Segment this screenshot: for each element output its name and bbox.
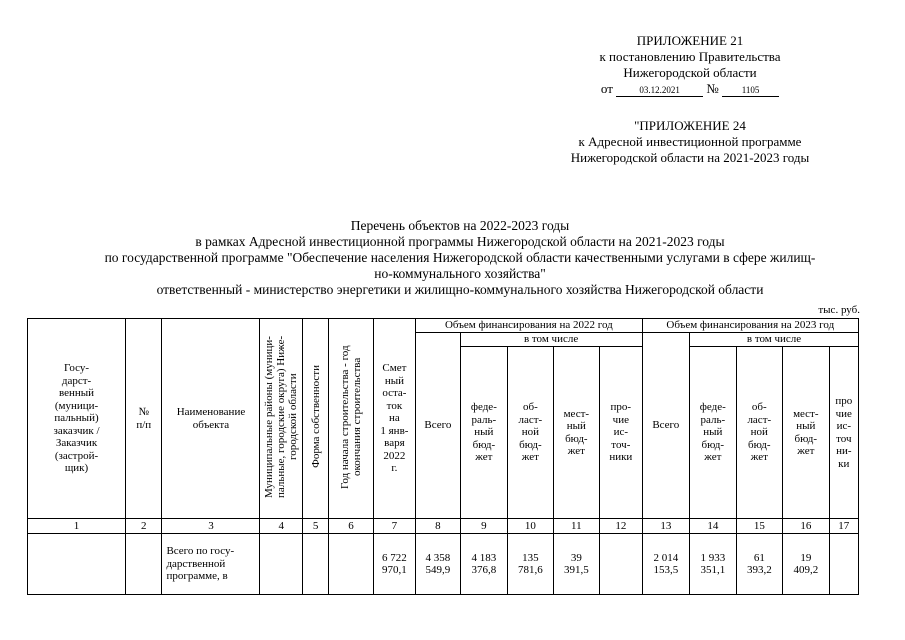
title-line-5: ответственный - министерство энергетики и жилищно-коммунального хозяйства Нижегородской области	[156, 282, 764, 297]
appendix-24-title: "ПРИЛОЖЕНИЕ 24	[634, 118, 746, 133]
col-num: 17	[829, 519, 858, 534]
header-other-2022: про- чие ис- точ- ники	[600, 347, 642, 519]
col-num: 6	[329, 519, 373, 534]
header-financing-2022: Объем финансирования на 2022 год	[416, 319, 642, 333]
cell-other-2023	[829, 534, 858, 595]
col-num: 4	[260, 519, 302, 534]
header-including-2022: в том числе	[460, 333, 642, 347]
units-label: тыс. руб.	[818, 304, 860, 316]
col-num: 16	[783, 519, 830, 534]
header-other-2023: про чие ис- точ ни- ки	[829, 347, 858, 519]
cell-customer	[28, 534, 126, 595]
cell-federal-2023: 1 933 351,1	[690, 534, 737, 595]
document-title	[20, 218, 900, 298]
col-num: 8	[416, 519, 460, 534]
header-federal-2023: феде- раль- ный бюд- жет	[690, 347, 737, 519]
col-num: 13	[642, 519, 690, 534]
col-num: 12	[600, 519, 642, 534]
cell-district	[260, 534, 302, 595]
header-district: Муниципальные районы (муници-пальные, городские округа) Ниже-городской области	[263, 335, 300, 498]
col-num: 14	[690, 519, 737, 534]
appendix-24-line3: Нижегородской области на 2021-2023 годы	[570, 150, 810, 165]
header-estimate: Смет ный оста- ток на 1 янв- варя 2022 г.	[373, 319, 415, 519]
appendix-21-line3: Нижегородской области	[623, 65, 757, 80]
header-ownership: Форма собственности	[309, 365, 322, 469]
cell-regional-2023: 61 393,2	[736, 534, 783, 595]
cell-number	[126, 534, 162, 595]
col-num: 11	[553, 519, 600, 534]
cell-other-2022	[600, 534, 642, 595]
header-local-2022: мест- ный бюд- жет	[553, 347, 600, 519]
title-line-2: в рамках Адресной инвестиционной программы Нижегородской области на 2021-2023 годы	[195, 234, 725, 249]
title-line-1: Перечень объектов на 2022-2023 годы	[350, 218, 570, 233]
appendix-21-title: ПРИЛОЖЕНИЕ 21	[636, 33, 744, 48]
header-customer: Госу- дарст- венный (муници- пальный) заказчик / Заказчик (застрой- щик)	[28, 319, 126, 519]
title-line-3: по государственной программе "Обеспечение населения Нижегородской области качественными услугами в сфере жилищ-	[104, 250, 816, 265]
header-federal-2022: феде- раль- ный бюд- жет	[460, 347, 508, 519]
header-years: Год начала строительства - год окончания строительства	[338, 344, 363, 489]
col-num: 9	[460, 519, 508, 534]
appendix-21-line2: к постановлению Правительства	[599, 49, 781, 64]
header-regional-2023: об- ласт- ной бюд- жет	[736, 347, 783, 519]
header-ownership-cell	[302, 319, 328, 519]
objects-table	[27, 318, 859, 595]
header-financing-2023: Объем финансирования на 2023 год	[642, 319, 858, 333]
decree-date: 03.12.2021	[616, 85, 703, 97]
col-num: 2	[126, 519, 162, 534]
cell-total-2022: 4 358 549,9	[416, 534, 460, 595]
appendix-21-header	[555, 33, 825, 97]
header-including-2023: в том числе	[690, 333, 859, 347]
number-label: №	[706, 81, 719, 96]
appendix-24-line2: к Адресной инвестиционной программе	[578, 134, 802, 149]
decree-number: 1105	[722, 85, 779, 97]
header-total-2023: Всего	[642, 333, 690, 519]
header-number: № п/п	[126, 319, 162, 519]
cell-ownership	[302, 534, 328, 595]
column-numbers-row	[28, 519, 859, 534]
title-line-4: но-коммунального хозяйства"	[374, 266, 546, 281]
cell-object-name: Всего по госу- дарственной программе, в	[162, 534, 260, 595]
appendix-24-header	[510, 118, 870, 166]
from-label: от	[600, 81, 613, 96]
table-row	[28, 534, 859, 595]
header-district-cell	[260, 319, 302, 519]
header-object-name: Наименование объекта	[162, 319, 260, 519]
cell-total-2023: 2 014 153,5	[642, 534, 690, 595]
header-regional-2022: об- ласт- ной бюд- жет	[508, 347, 553, 519]
col-num: 3	[162, 519, 260, 534]
col-num: 7	[373, 519, 415, 534]
cell-federal-2022: 4 183 376,8	[460, 534, 508, 595]
header-years-cell	[329, 319, 373, 519]
cell-years	[329, 534, 373, 595]
cell-regional-2022: 135 781,6	[508, 534, 553, 595]
cell-estimate: 6 722 970,1	[373, 534, 415, 595]
col-num: 15	[736, 519, 783, 534]
col-num: 10	[508, 519, 553, 534]
col-num: 1	[28, 519, 126, 534]
header-local-2023: мест- ный бюд- жет	[783, 347, 830, 519]
appendix-21-date-line	[555, 81, 825, 97]
col-num: 5	[302, 519, 328, 534]
cell-local-2023: 19 409,2	[783, 534, 830, 595]
header-total-2022: Всего	[416, 333, 460, 519]
cell-local-2022: 39 391,5	[553, 534, 600, 595]
